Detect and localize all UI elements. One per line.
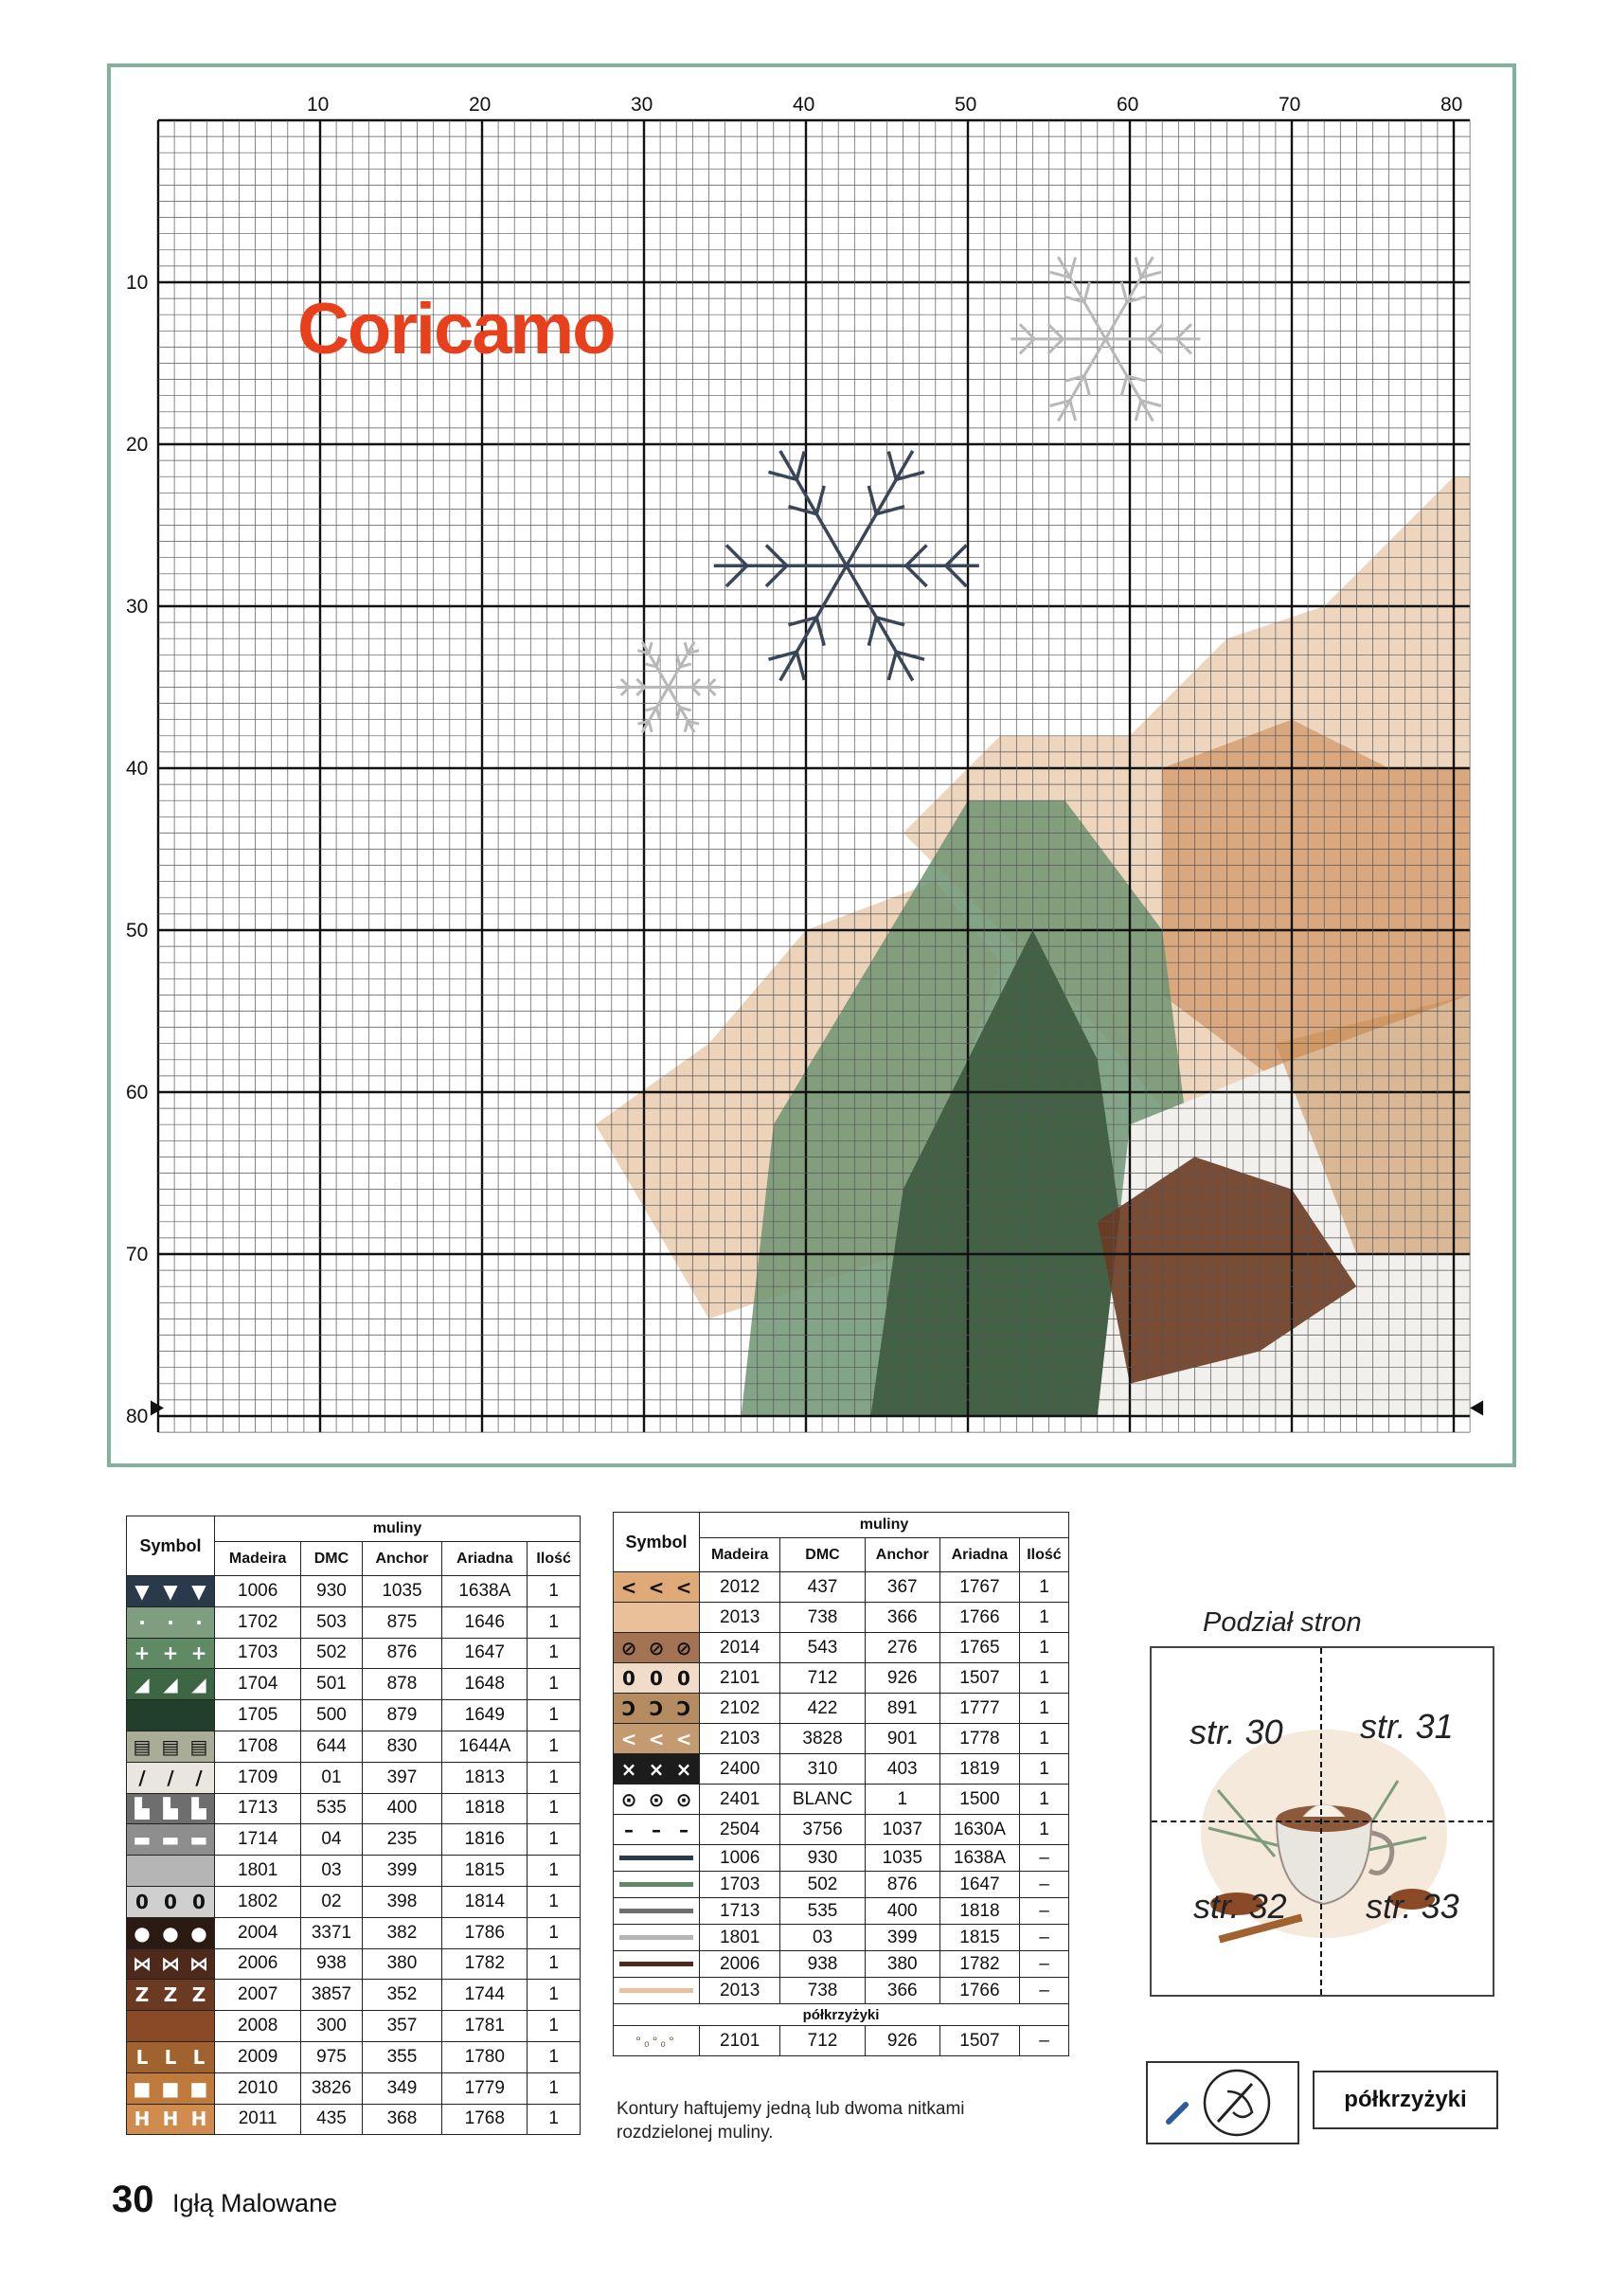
legend-row bbox=[127, 1700, 581, 1731]
legend-cell: 1 bbox=[1019, 1633, 1068, 1663]
note-line: Kontury haftujemy jedną lub dwoma nitkami bbox=[617, 2099, 965, 2119]
page-quadrant-label: str. 32 bbox=[1193, 1887, 1287, 1926]
legend-cell: 01 bbox=[301, 1762, 362, 1793]
legend-cell: 1704 bbox=[215, 1669, 301, 1700]
legend-row bbox=[614, 1633, 1069, 1663]
legend-cell: – bbox=[1019, 1845, 1068, 1872]
column-header: Ilość bbox=[1019, 1538, 1068, 1572]
coricamo-logo: Coricamo bbox=[297, 289, 615, 370]
legend-cell: 276 bbox=[865, 1633, 939, 1663]
legend-cell: 1 bbox=[1019, 1603, 1068, 1633]
legend-cell: 300 bbox=[301, 2011, 362, 2042]
legend-cell: 367 bbox=[865, 1572, 939, 1603]
legend-cell: – bbox=[1019, 1925, 1068, 1951]
legend-cell: 938 bbox=[780, 1951, 865, 1978]
column-header: DMC bbox=[780, 1538, 865, 1572]
legend-row bbox=[614, 1724, 1069, 1754]
legend-cell: 879 bbox=[362, 1700, 442, 1731]
legend-cell: 1702 bbox=[215, 1606, 301, 1638]
legend-cell: 03 bbox=[301, 1856, 362, 1887]
legend-cell: 1814 bbox=[442, 1886, 528, 1917]
x-axis-tick-label: 30 bbox=[631, 94, 653, 116]
legend-cell: 1709 bbox=[215, 1762, 301, 1793]
symbol-header: Symbol bbox=[614, 1513, 700, 1572]
legend-cell: 2400 bbox=[700, 1754, 780, 1785]
legend-cell: 1713 bbox=[215, 1793, 301, 1824]
legend-row bbox=[127, 1856, 581, 1887]
magazine-title: Igłą Malowane bbox=[172, 2189, 338, 2217]
legend-cell: 1 bbox=[528, 1917, 581, 1948]
legend-cell: 1 bbox=[528, 1731, 581, 1762]
legend-row bbox=[127, 1824, 581, 1856]
legend-cell: 1630A bbox=[939, 1815, 1019, 1845]
legend-cell: 368 bbox=[362, 2104, 442, 2135]
note-line: rozdzielonej muliny. bbox=[617, 2123, 774, 2143]
legend-cell: 926 bbox=[865, 2026, 939, 2056]
legend-row bbox=[127, 2104, 581, 2135]
symbol-swatch: < < < bbox=[614, 1724, 700, 1754]
legend-cell: 1 bbox=[1019, 1724, 1068, 1754]
legend-cell: 2013 bbox=[700, 1603, 780, 1633]
legend-cell: 1 bbox=[528, 1762, 581, 1793]
page-quadrant-label: str. 30 bbox=[1190, 1713, 1283, 1751]
page-quadrant-label: str. 33 bbox=[1366, 1887, 1459, 1926]
legend-cell: 535 bbox=[301, 1793, 362, 1824]
legend-cell: 397 bbox=[362, 1762, 442, 1793]
legend-cell: 400 bbox=[362, 1793, 442, 1824]
legend-cell: 235 bbox=[362, 1824, 442, 1856]
legend-cell: 355 bbox=[362, 2041, 442, 2072]
backstitch-swatch bbox=[614, 1951, 700, 1978]
symbol-swatch bbox=[614, 1603, 700, 1633]
legend-cell: 876 bbox=[865, 1872, 939, 1898]
legend-cell: 2014 bbox=[700, 1633, 780, 1663]
legend-cell: 1801 bbox=[215, 1856, 301, 1887]
legend-cell: 1 bbox=[528, 1980, 581, 2011]
legend-cell: 3857 bbox=[301, 1980, 362, 2011]
legend-cell: 366 bbox=[865, 1603, 939, 1633]
legend-cell: 878 bbox=[362, 1669, 442, 1700]
page-division-title: Podział stron bbox=[1203, 1607, 1362, 1638]
legend-cell: 503 bbox=[301, 1606, 362, 1638]
y-axis-tick-label: 70 bbox=[126, 1244, 149, 1265]
legend-row bbox=[127, 1886, 581, 1917]
symbol-swatch: ▬ ▬ ▬ bbox=[127, 1824, 215, 1856]
legend-cell: 2010 bbox=[215, 2072, 301, 2104]
y-axis-tick-label: 40 bbox=[126, 758, 149, 780]
legend-cell: 1765 bbox=[939, 1633, 1019, 1663]
x-axis-tick-label: 20 bbox=[469, 94, 492, 116]
legend-row bbox=[614, 1754, 1069, 1785]
legend-cell: 1786 bbox=[442, 1917, 528, 1948]
legend-cell: 435 bbox=[301, 2104, 362, 2135]
legend-cell: 2102 bbox=[700, 1694, 780, 1724]
chart-grid bbox=[111, 67, 1512, 1463]
legend-row bbox=[127, 1606, 581, 1638]
symbol-swatch: ⊘ ⊘ ⊘ bbox=[614, 1633, 700, 1663]
backstitch-swatch bbox=[614, 1898, 700, 1925]
legend-cell: 1782 bbox=[442, 1948, 528, 1980]
legend-cell: 1 bbox=[1019, 1572, 1068, 1603]
backstitch-row bbox=[614, 1872, 1069, 1898]
symbol-swatch: ▤ ▤ ▤ bbox=[127, 1731, 215, 1762]
legend-cell: 930 bbox=[301, 1576, 362, 1607]
legend-cell: 1744 bbox=[442, 1980, 528, 2011]
legend-cell: 1778 bbox=[939, 1724, 1019, 1754]
y-axis-tick-label: 10 bbox=[126, 272, 149, 294]
legend-cell: 1 bbox=[528, 2041, 581, 2072]
legend-cell: 926 bbox=[865, 1663, 939, 1694]
legend-row bbox=[127, 1638, 581, 1669]
symbol-swatch bbox=[127, 1700, 215, 1731]
legend-row bbox=[127, 1576, 581, 1607]
legend-cell: 2101 bbox=[700, 2026, 780, 2056]
legend-cell: 1714 bbox=[215, 1824, 301, 1856]
legend-cell: 1638A bbox=[442, 1576, 528, 1607]
legend-cell: 1638A bbox=[939, 1845, 1019, 1872]
legend-cell: 938 bbox=[301, 1948, 362, 1980]
legend-row bbox=[127, 2072, 581, 2104]
legend-cell: 1035 bbox=[362, 1576, 442, 1607]
legend-cell: 1713 bbox=[700, 1898, 780, 1925]
legend-cell: 1815 bbox=[939, 1925, 1019, 1951]
snowflake-navy bbox=[714, 451, 979, 680]
legend-cell: 1780 bbox=[442, 2041, 528, 2072]
legend-cell: 398 bbox=[362, 1886, 442, 1917]
legend-cell: 1782 bbox=[939, 1951, 1019, 1978]
legend-row bbox=[614, 1572, 1069, 1603]
column-header: Ilość bbox=[528, 1542, 581, 1576]
legend-cell: 1647 bbox=[442, 1638, 528, 1669]
legend-cell: 1779 bbox=[442, 2072, 528, 2104]
column-header: DMC bbox=[301, 1542, 362, 1576]
center-arrow-right bbox=[1470, 1400, 1483, 1415]
symbol-swatch: – – – bbox=[614, 1815, 700, 1845]
legend-cell: 2007 bbox=[215, 1980, 301, 2011]
legend-cell: 1708 bbox=[215, 1731, 301, 1762]
legend-row bbox=[614, 1694, 1069, 1724]
legend-cell: 712 bbox=[780, 2026, 865, 2056]
symbol-swatch: / / / bbox=[127, 1762, 215, 1793]
legend-cell: 1647 bbox=[939, 1872, 1019, 1898]
legend-cell: 2401 bbox=[700, 1785, 780, 1815]
backstitch-swatch bbox=[614, 1925, 700, 1951]
symbol-swatch: L L L bbox=[127, 2041, 215, 2072]
x-axis-tick-label: 10 bbox=[307, 94, 330, 116]
legend-cell: 1 bbox=[865, 1785, 939, 1815]
legend-cell: 1648 bbox=[442, 1669, 528, 1700]
legend-cell: 1768 bbox=[442, 2104, 528, 2135]
legend-cell: 738 bbox=[780, 1978, 865, 2004]
backstitch-swatch bbox=[614, 1872, 700, 1898]
legend-cell: 2012 bbox=[700, 1572, 780, 1603]
legend-cell: 1 bbox=[528, 1669, 581, 1700]
legend-cell: 02 bbox=[301, 1886, 362, 1917]
symbol-swatch: 0 0 0 bbox=[614, 1663, 700, 1694]
page-number: 30 bbox=[112, 2179, 154, 2220]
y-axis-tick-label: 50 bbox=[126, 920, 149, 942]
legend-cell: 1 bbox=[528, 1886, 581, 1917]
legend-cell: 543 bbox=[780, 1633, 865, 1663]
legend-cell: 352 bbox=[362, 1980, 442, 2011]
legend-cell: 1818 bbox=[939, 1898, 1019, 1925]
legend-cell: 399 bbox=[362, 1856, 442, 1887]
legend-row bbox=[614, 1603, 1069, 1633]
symbol-swatch: ⋈ ⋈ ⋈ bbox=[127, 1948, 215, 1980]
legend-cell: 382 bbox=[362, 1917, 442, 1948]
legend-cell: 380 bbox=[362, 1948, 442, 1980]
symbol-swatch: ■ ■ ■ bbox=[127, 2072, 215, 2104]
legend-cell: 1 bbox=[528, 1856, 581, 1887]
legend-cell: 975 bbox=[301, 2041, 362, 2072]
backstitch-row bbox=[614, 1978, 1069, 2004]
outline-note bbox=[617, 2097, 965, 2144]
legend-cell: 3756 bbox=[780, 1815, 865, 1845]
legend-cell: – bbox=[1019, 1898, 1068, 1925]
legend-cell: 310 bbox=[780, 1754, 865, 1785]
column-header: Madeira bbox=[215, 1542, 301, 1576]
page-quadrant-label: str. 31 bbox=[1360, 1707, 1454, 1746]
legend-row bbox=[127, 1980, 581, 2011]
legend-cell: 930 bbox=[780, 1845, 865, 1872]
legend-row bbox=[614, 1663, 1069, 1694]
backstitch-swatch bbox=[614, 1978, 700, 2004]
legend-cell: 1 bbox=[528, 2011, 581, 2042]
half-stitch-key bbox=[1146, 2061, 1498, 2144]
half-stitch-label: półkrzyżyki bbox=[1313, 2071, 1498, 2129]
legend-cell: 1 bbox=[528, 2072, 581, 2104]
symbol-swatch: · · · bbox=[127, 1606, 215, 1638]
legend-cell: – bbox=[1019, 1951, 1068, 1978]
legend-cell: 712 bbox=[780, 1663, 865, 1694]
legend-cell: 380 bbox=[865, 1951, 939, 1978]
legend-cell: 03 bbox=[780, 1925, 865, 1951]
legend-row bbox=[127, 1793, 581, 1824]
symbol-swatch: + + + bbox=[127, 1638, 215, 1669]
column-header: Anchor bbox=[362, 1542, 442, 1576]
legend-cell: 876 bbox=[362, 1638, 442, 1669]
y-axis-tick-label: 20 bbox=[126, 434, 149, 456]
legend-row bbox=[127, 2041, 581, 2072]
legend-cell: 901 bbox=[865, 1724, 939, 1754]
legend-cell: 1 bbox=[528, 2104, 581, 2135]
legend-cell: 1703 bbox=[700, 1872, 780, 1898]
symbol-swatch bbox=[127, 1856, 215, 1887]
legend-cell: 1 bbox=[528, 1793, 581, 1824]
legend-cell: 1819 bbox=[939, 1754, 1019, 1785]
legend-cell: 501 bbox=[301, 1669, 362, 1700]
legend-cell: 1644A bbox=[442, 1731, 528, 1762]
symbol-swatch: 0 0 0 bbox=[127, 1886, 215, 1917]
legend-cell: 2103 bbox=[700, 1724, 780, 1754]
x-axis-tick-label: 50 bbox=[955, 94, 977, 116]
legend-cell: 1646 bbox=[442, 1606, 528, 1638]
symbol-swatch: ◢ ◢ ◢ bbox=[127, 1669, 215, 1700]
legend-row bbox=[127, 2011, 581, 2042]
cross-stitch-chart bbox=[107, 63, 1516, 1467]
legend-cell: 2006 bbox=[215, 1948, 301, 1980]
legend-cell: 1507 bbox=[939, 2026, 1019, 2056]
legend-cell: 2504 bbox=[700, 1815, 780, 1845]
legend-cell: 1766 bbox=[939, 1603, 1019, 1633]
backstitch-swatch bbox=[614, 1845, 700, 1872]
legend-cell: 1 bbox=[528, 1948, 581, 1980]
legend-cell: 1767 bbox=[939, 1572, 1019, 1603]
legend-row bbox=[127, 1669, 581, 1700]
legend-cell: 1703 bbox=[215, 1638, 301, 1669]
column-header: Ariadna bbox=[939, 1538, 1019, 1572]
legend-cell: 1006 bbox=[700, 1845, 780, 1872]
legend-cell: 349 bbox=[362, 2072, 442, 2104]
legend-cell: 1766 bbox=[939, 1978, 1019, 2004]
legend-cell: 3828 bbox=[780, 1724, 865, 1754]
legend-cell: 400 bbox=[865, 1898, 939, 1925]
legend-cell: 1816 bbox=[442, 1824, 528, 1856]
legend-cell: 875 bbox=[362, 1606, 442, 1638]
legend-cell: 535 bbox=[780, 1898, 865, 1925]
legend-cell: 1500 bbox=[939, 1785, 1019, 1815]
snowflake-small bbox=[617, 642, 721, 732]
legend-row bbox=[614, 1815, 1069, 1845]
legend-cell: 3826 bbox=[301, 2072, 362, 2104]
legend-cell: 1 bbox=[528, 1824, 581, 1856]
legend-cell: 1037 bbox=[865, 1815, 939, 1845]
backstitch-row bbox=[614, 1925, 1069, 1951]
legend-cell: 437 bbox=[780, 1572, 865, 1603]
needle-icon-box bbox=[1146, 2061, 1299, 2144]
legend-cell: 403 bbox=[865, 1754, 939, 1785]
legend-cell: 1 bbox=[1019, 1663, 1068, 1694]
legend-cell: 1 bbox=[528, 1606, 581, 1638]
legend-cell: 1777 bbox=[939, 1694, 1019, 1724]
page-division-box bbox=[1150, 1646, 1494, 1997]
column-header: Ariadna bbox=[442, 1542, 528, 1576]
symbol-swatch: ● ● ● bbox=[127, 1917, 215, 1948]
legend-cell: 644 bbox=[301, 1731, 362, 1762]
thread-legend-left bbox=[126, 1516, 581, 2135]
legend-cell: 1649 bbox=[442, 1700, 528, 1731]
legend-cell: 1801 bbox=[700, 1925, 780, 1951]
x-axis-tick-label: 60 bbox=[1117, 94, 1139, 116]
legend-cell: 2101 bbox=[700, 1663, 780, 1694]
legend-cell: 1507 bbox=[939, 1663, 1019, 1694]
legend-cell: 1813 bbox=[442, 1762, 528, 1793]
legend-cell: 1 bbox=[528, 1638, 581, 1669]
legend-cell: 1781 bbox=[442, 2011, 528, 2042]
legend-cell: 502 bbox=[780, 1872, 865, 1898]
half-stitch-swatch: °₀°₀° bbox=[614, 2026, 700, 2056]
legend-cell: 399 bbox=[865, 1925, 939, 1951]
legend-cell: 04 bbox=[301, 1824, 362, 1856]
symbol-swatch: Ↄ Ↄ Ↄ bbox=[614, 1694, 700, 1724]
x-axis-tick-label: 80 bbox=[1440, 94, 1463, 116]
needle-icon bbox=[1148, 2063, 1297, 2143]
legend-cell: 1 bbox=[1019, 1754, 1068, 1785]
legend-row bbox=[127, 1948, 581, 1980]
symbol-swatch: < < < bbox=[614, 1572, 700, 1603]
symbol-swatch: × × × bbox=[614, 1754, 700, 1785]
legend-cell: 830 bbox=[362, 1731, 442, 1762]
legend-cell: 500 bbox=[301, 1700, 362, 1731]
legend-cell: 1006 bbox=[215, 1576, 301, 1607]
legend-cell: 2008 bbox=[215, 2011, 301, 2042]
muliny-header: muliny bbox=[700, 1513, 1069, 1538]
legend-cell: 2009 bbox=[215, 2041, 301, 2072]
symbol-swatch: Z Z Z bbox=[127, 1980, 215, 2011]
half-stitch-row bbox=[614, 2026, 1069, 2056]
y-axis-tick-label: 30 bbox=[126, 596, 149, 618]
legend-cell: 366 bbox=[865, 1978, 939, 2004]
legend-cell: 1 bbox=[1019, 1694, 1068, 1724]
legend-cell: 1818 bbox=[442, 1793, 528, 1824]
legend-cell: 1 bbox=[528, 1576, 581, 1607]
legend-cell: 2013 bbox=[700, 1978, 780, 2004]
symbol-swatch: ⊙ ⊙ ⊙ bbox=[614, 1785, 700, 1815]
legend-row bbox=[127, 1917, 581, 1948]
legend-row bbox=[127, 1762, 581, 1793]
legend-cell: BLANC bbox=[780, 1785, 865, 1815]
x-axis-tick-label: 70 bbox=[1279, 94, 1301, 116]
legend-cell: 738 bbox=[780, 1603, 865, 1633]
legend-cell: 891 bbox=[865, 1694, 939, 1724]
legend-cell: 422 bbox=[780, 1694, 865, 1724]
muliny-header: muliny bbox=[215, 1516, 581, 1542]
legend-cell: 2011 bbox=[215, 2104, 301, 2135]
legend-cell: 1035 bbox=[865, 1845, 939, 1872]
symbol-swatch bbox=[127, 2011, 215, 2042]
legend-cell: 1802 bbox=[215, 1886, 301, 1917]
legend-cell: 2006 bbox=[700, 1951, 780, 1978]
legend-cell: 1705 bbox=[215, 1700, 301, 1731]
thread-legend-right bbox=[613, 1512, 1069, 2056]
backstitch-row bbox=[614, 1845, 1069, 1872]
legend-cell: 1815 bbox=[442, 1856, 528, 1887]
legend-cell: 1 bbox=[1019, 1785, 1068, 1815]
legend-cell: 3371 bbox=[301, 1917, 362, 1948]
legend-cell: – bbox=[1019, 1872, 1068, 1898]
symbol-swatch: ▙ ▙ ▙ bbox=[127, 1793, 215, 1824]
legend-row bbox=[614, 1785, 1069, 1815]
legend-cell: 1 bbox=[1019, 1815, 1068, 1845]
legend-row bbox=[127, 1731, 581, 1762]
backstitch-row bbox=[614, 1898, 1069, 1925]
symbol-header: Symbol bbox=[127, 1516, 215, 1576]
legend-cell: 1 bbox=[528, 1700, 581, 1731]
legend-cell: – bbox=[1019, 2026, 1068, 2056]
legend-cell: 357 bbox=[362, 2011, 442, 2042]
division-horizontal-line bbox=[1152, 1821, 1493, 1822]
x-axis-tick-label: 40 bbox=[793, 94, 815, 116]
half-stitch-section-label: półkrzyżyki bbox=[614, 2004, 1069, 2026]
legend-cell: 502 bbox=[301, 1638, 362, 1669]
column-header: Anchor bbox=[865, 1538, 939, 1572]
y-axis-tick-label: 80 bbox=[126, 1406, 149, 1427]
legend-cell: 2004 bbox=[215, 1917, 301, 1948]
backstitch-row bbox=[614, 1951, 1069, 1978]
legend-cell: – bbox=[1019, 1978, 1068, 2004]
column-header: Madeira bbox=[700, 1538, 780, 1572]
symbol-swatch: H H H bbox=[127, 2104, 215, 2135]
symbol-swatch: ▼ ▼ ▼ bbox=[127, 1576, 215, 1607]
y-axis-tick-label: 60 bbox=[126, 1082, 149, 1103]
